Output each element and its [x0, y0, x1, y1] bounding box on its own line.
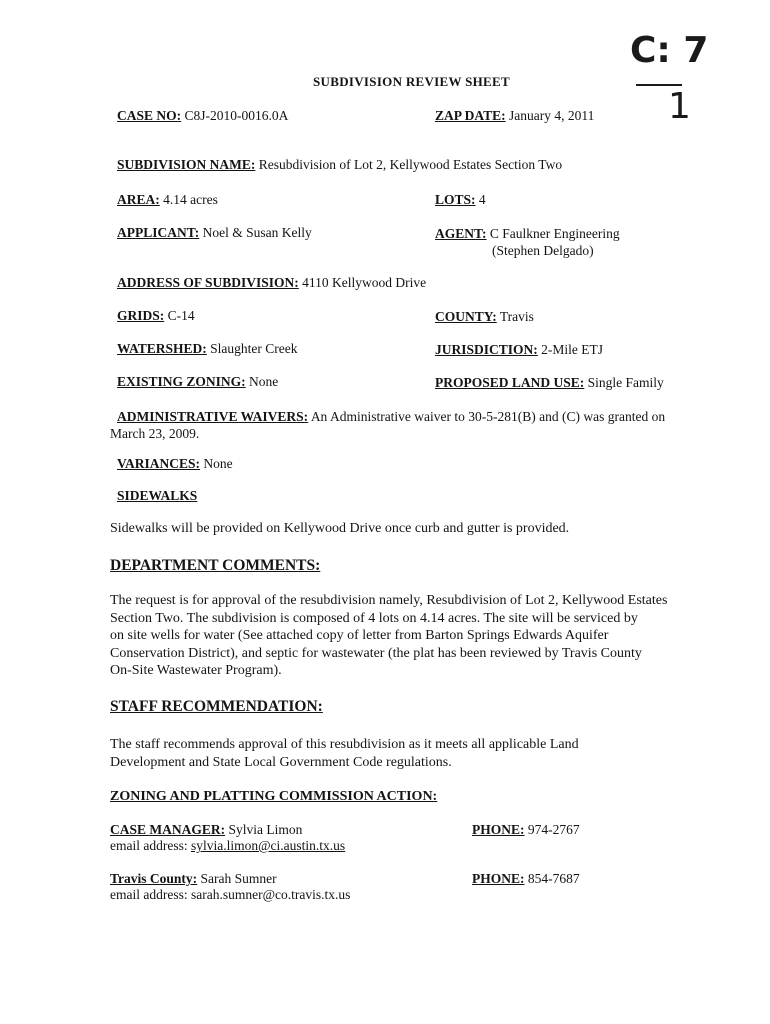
sidewalks-text: Sidewalks will be provided on Kellywood Drive once curb and gutter is provided.: [110, 521, 570, 536]
variances-value: None: [203, 456, 233, 471]
area-row: [117, 192, 218, 208]
zap-action-heading: ZONING AND PLATTING COMMISSION ACTION:: [110, 789, 438, 804]
travis-county-phone-row: [472, 871, 580, 887]
jurisdiction-row: [435, 342, 603, 358]
address-value: 4110 Kellywood Drive: [302, 275, 427, 290]
travis-county-email-label: email address:: [110, 887, 188, 902]
address-label: ADDRESS OF SUBDIVISION:: [117, 275, 299, 290]
department-comments-heading: DEPARTMENT COMMENTS:: [110, 557, 321, 574]
case-manager-row: [110, 822, 302, 838]
case-manager-email-link[interactable]: sylvia.limon@ci.austin.tx.us: [190, 838, 346, 853]
travis-county-name: Sarah Sumner: [200, 871, 277, 886]
lots-row: [435, 192, 486, 208]
address-row: [117, 275, 426, 291]
department-comments-line: on site wells for water (See attached copy of letter from Barton Springs Edwards Aquifer: [110, 628, 609, 643]
zap-date-row: [435, 108, 594, 124]
travis-county-phone: 854-7687: [527, 871, 580, 886]
proposed-land-use-value: Single Family: [587, 375, 664, 390]
watershed-row: [117, 341, 298, 357]
existing-zoning-label: EXISTING ZONING:: [117, 374, 246, 389]
staff-recommendation-heading: STAFF RECOMMENDATION:: [110, 698, 323, 715]
subdivision-name-label: SUBDIVISION NAME:: [117, 157, 256, 172]
applicant-value: Noel & Susan Kelly: [202, 225, 312, 240]
case-manager-label: CASE MANAGER:: [110, 822, 226, 837]
jurisdiction-value: 2-Mile ETJ: [541, 342, 604, 357]
watershed-value: Slaughter Creek: [210, 341, 298, 356]
document-title: SUBDIVISION REVIEW SHEET: [313, 74, 510, 89]
travis-county-email: sarah.sumner@co.travis.tx.us: [190, 887, 351, 902]
handwritten-case-mark: C: 7: [630, 30, 709, 71]
agent-label: AGENT:: [435, 226, 487, 241]
travis-county-phone-label: PHONE:: [472, 871, 525, 886]
case-no-value: C8J-2010-0016.0A: [184, 108, 289, 123]
agent-value: C Faulkner Engineering: [489, 226, 620, 241]
county-label: COUNTY:: [435, 309, 497, 324]
applicant-row: [117, 225, 312, 241]
travis-county-email-row: [110, 887, 350, 903]
zap-date-value: January 4, 2011: [509, 108, 595, 123]
travis-county-label: Travis County:: [110, 871, 198, 886]
case-manager-email-row: [110, 838, 345, 854]
existing-zoning-row: [117, 374, 278, 390]
case-manager-phone-label: PHONE:: [472, 822, 525, 837]
travis-county-row: [110, 871, 277, 887]
admin-waivers-date: March 23, 2009.: [110, 426, 200, 441]
lots-label: LOTS:: [435, 192, 476, 207]
zap-date-label: ZAP DATE:: [435, 108, 506, 123]
applicant-label: APPLICANT:: [117, 225, 200, 240]
area-label: AREA:: [117, 192, 160, 207]
existing-zoning-value: None: [249, 374, 279, 389]
county-value: Travis: [499, 309, 534, 324]
staff-recommendation-line: The staff recommends approval of this resubdivision as it meets all applicable Land: [110, 737, 579, 752]
department-comments-line: The request is for approval of the resubdivision namely, Resubdivision of Lot 2, Kellywood Estates: [110, 593, 668, 608]
admin-waivers-row: [117, 409, 665, 425]
area-value: 4.14 acres: [163, 192, 218, 207]
county-row: [435, 309, 534, 325]
watershed-label: WATERSHED:: [117, 341, 207, 356]
case-manager-phone-row: [472, 822, 580, 838]
department-comments-line: Conservation District), and septic for wastewater (the plat has been reviewed by Travis County: [110, 645, 642, 661]
sidewalks-heading: SIDEWALKS: [117, 488, 198, 503]
subdivision-name-row: [117, 157, 562, 173]
staff-recommendation-line: Development and State Local Government Code regulations.: [110, 754, 452, 770]
variances-row: [117, 456, 233, 472]
agent-value-line2: (Stephen Delgado): [492, 243, 594, 258]
grids-label: GRIDS:: [117, 308, 165, 323]
department-comments-line: Section Two. The subdivision is composed of 4 lots on 4.14 acres. The site will be serviced by: [110, 610, 638, 626]
agent-row: [435, 226, 620, 242]
case-manager-name: Sylvia Limon: [228, 822, 303, 837]
case-no-row: [117, 108, 288, 124]
case-manager-email-label: email address:: [110, 838, 188, 853]
department-comments-body: [110, 592, 667, 680]
case-manager-phone: 974-2767: [527, 822, 580, 837]
admin-waivers-label: ADMINISTRATIVE WAIVERS:: [117, 409, 309, 424]
admin-waivers-text: An Administrative waiver to 30-5-281(B) and (C) was granted on: [310, 409, 666, 424]
handwritten-page-number: 1: [668, 86, 691, 127]
lots-value: 4: [478, 192, 486, 207]
department-comments-line: On-Site Wastewater Program).: [110, 663, 282, 678]
grids-row: [117, 308, 195, 324]
subdivision-name-value: Resubdivision of Lot 2, Kellywood Estates Section Two: [258, 157, 563, 172]
staff-recommendation-body: [110, 736, 579, 771]
proposed-land-use-row: [435, 375, 664, 391]
jurisdiction-label: JURISDICTION:: [435, 342, 538, 357]
grids-value: C-14: [167, 308, 195, 323]
variances-label: VARIANCES:: [117, 456, 201, 471]
case-no-label: CASE NO:: [117, 108, 182, 123]
proposed-land-use-label: PROPOSED LAND USE:: [435, 375, 585, 390]
